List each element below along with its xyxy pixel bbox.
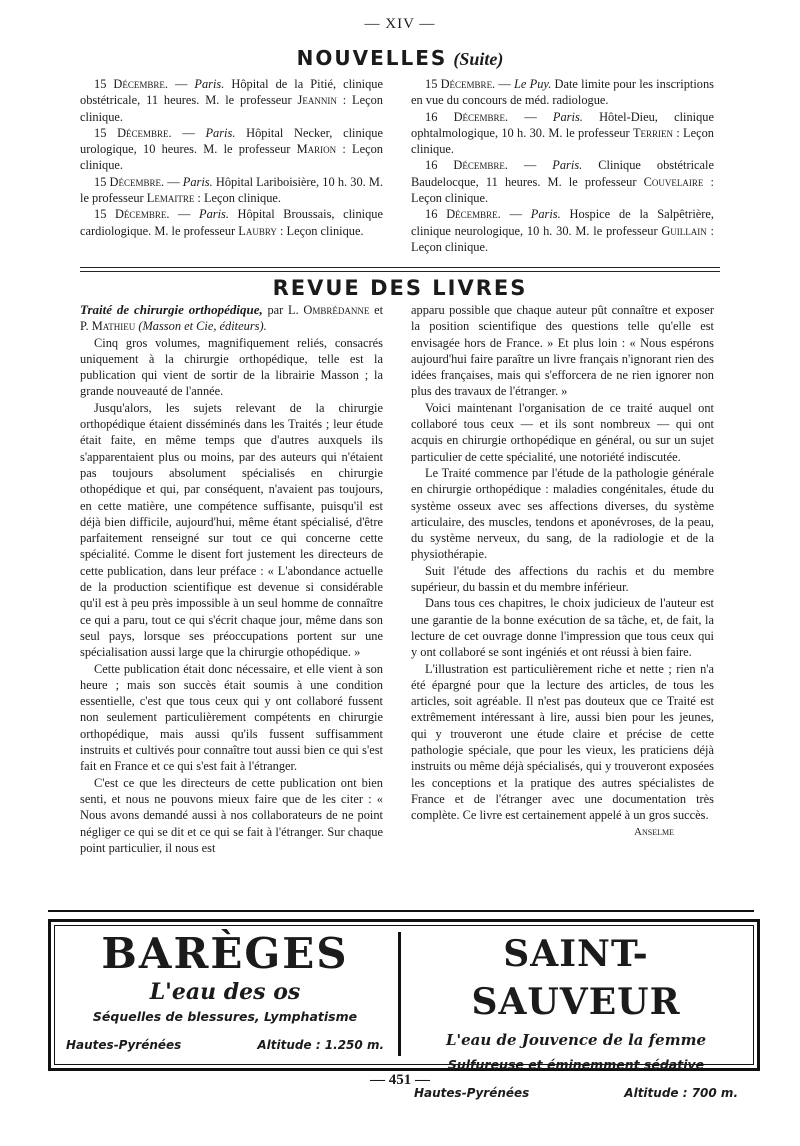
book-and: et P. bbox=[80, 303, 384, 334]
news-item: 16 Décembre. — Paris. Hôtel-Dieu, clinique ophtalmologique, 10 h. 30. M. le professeur Terrien : Leçon clinique. bbox=[411, 109, 715, 157]
news-date: 16 Décembre. bbox=[425, 158, 508, 173]
news-date: 15 Décembre. bbox=[94, 77, 168, 91]
news-ending: : Leçon clinique. bbox=[411, 174, 714, 206]
review-paragraph: Cette publication était donc nécessaire, et elle vient à son heure ; mais son succès était soumis à une condition essentielle, c'est que tous ceux qui y ont collaboré fussent non seulement particulièrement compétents en chirurgie orthopédique, mais aussi qu'ils fussent suffisamment instruits et cultivés pour connaître tout aussi bien ce qui s'est fait en France et ce qui s'est fait à l'étranger. bbox=[80, 661, 383, 774]
revue-column-left bbox=[80, 302, 383, 856]
review-paragraph: apparu possible que chaque auteur pût connaître et exposer la position scientifique des questions telle qu'elle est envisagée hors de France. » Et plus loin : « Nous espérons aujourd'hui faire paraître un livre français n'ignorant rien des idées françaises, mais qui s'efforcera de ne rien ignorer non plus des travaux de l'étranger. » bbox=[411, 303, 714, 399]
news-professor: Marion bbox=[296, 142, 337, 157]
ad-saint-sauveur-name: SAINT-SAUVEUR bbox=[471, 933, 681, 1023]
ad-saint-sauveur-region: Hautes-Pyrénées bbox=[414, 1086, 530, 1100]
news-item: 16 Décembre. — Paris. Hospice de la Salpêtrière, clinique neurologique, 10 h. 30. M. le professeur Guillain : Leçon clinique. bbox=[411, 207, 714, 254]
news-item: 15 Décembre. — Paris. Hôpital de la Pitié, clinique obstétricale, 11 heures. M. le professeur Jeannin : Leçon clinique. bbox=[80, 77, 383, 124]
book-publisher: (Masson et Cie, éditeurs). bbox=[135, 319, 267, 334]
news-date: 15 Décembre. bbox=[94, 174, 165, 189]
ad-saint-sauveur-altitude: Altitude : 700 m. bbox=[624, 1086, 738, 1100]
section-title-suffix: (Suite) bbox=[453, 49, 504, 69]
news-text: Clinique obstétricale Baudelocque, 11 heures. M. le professeur bbox=[411, 158, 714, 189]
book-citation bbox=[80, 302, 383, 335]
news-ending: : Leçon clinique. bbox=[80, 142, 383, 173]
news-text: Hôpital de la Pitié, clinique obstétricale, 11 heures. M. le professeur bbox=[80, 77, 383, 108]
ad-bareges-region: Hautes-Pyrénées bbox=[66, 1038, 182, 1052]
page-folio-bottom: — 451 — bbox=[370, 1072, 430, 1088]
news-item: 16 Décembre. — Paris. Clinique obstétricale Baudelocque, 11 heures. M. le professeur Couvelaire : Leçon clinique. bbox=[411, 158, 714, 206]
news-date: 15 Décembre. bbox=[94, 207, 170, 222]
news-city: Paris. bbox=[530, 207, 561, 222]
book-author-2: Mathieu bbox=[91, 319, 136, 334]
revue-column-right bbox=[411, 302, 714, 840]
news-professor: Guillain bbox=[661, 223, 707, 238]
review-paragraph: Dans tous ces chapitres, le choix judicieux de l'auteur est une garantie de la bonne exécution de sa tâche, et, de fait, la lecture de cet ouvrage donne l'impression que tous ceux qui y ont collaboré se sont ingéniés et ont réussi à bien faire. bbox=[411, 596, 714, 660]
news-professor: Terrien bbox=[632, 125, 674, 140]
news-professor: Laubry bbox=[238, 223, 277, 238]
news-item: 15 Décembre. — Paris. Hôpital Necker, clinique urologique, 10 heures. M. le professeur Marion : Leçon clinique. bbox=[80, 125, 383, 173]
news-item: 15 Décembre. — Le Puy. Date limite pour les inscriptions en vue du concours de méd. radiologue. bbox=[411, 77, 715, 108]
section-title-nouvelles bbox=[0, 46, 800, 70]
news-date: 16 Décembre. bbox=[425, 109, 509, 124]
news-ending: : Leçon clinique. bbox=[411, 223, 714, 254]
news-text: Date limite pour les inscriptions en vue du concours de méd. radiologue. bbox=[411, 77, 715, 108]
news-city: Paris. bbox=[199, 207, 229, 222]
review-paragraph: Le Traité commence par l'étude de la pathologie générale en chirurgie orthopédique : maladies congénitales, étude du système osseux avec ses affections diverses, du système articulaire, des muscles, tendons et aponévroses, de la peau, du système nerveux, du sang, de la radiologie et de la physiothérapie. bbox=[411, 465, 714, 562]
news-ending: : Leçon clinique. bbox=[80, 93, 383, 124]
ad-bareges-subtitle: Séquelles de blessures, Lymphatisme bbox=[92, 1009, 358, 1024]
section-divider bbox=[80, 267, 720, 272]
news-item: 15 Décembre. — Paris. Hôpital Broussais, clinique cardiologique. M. le professeur Laubry : Leçon clinique. bbox=[80, 207, 383, 238]
ad-bareges-name: BARÈGES bbox=[101, 929, 349, 978]
ad-top-rule bbox=[48, 910, 754, 912]
news-date: 15 Décembre. bbox=[94, 125, 172, 140]
news-city: Paris. bbox=[205, 125, 236, 140]
ad-bareges-altitude: Altitude : 1.250 m. bbox=[257, 1038, 384, 1052]
section-title-revue: REVUE DES LIVRES bbox=[272, 276, 528, 300]
book-author-1: Ombrédanne bbox=[303, 303, 370, 317]
book-by: par L. bbox=[262, 303, 304, 317]
news-text: Hôpital Necker, clinique urologique, 10 heures. M. le professeur bbox=[80, 125, 383, 157]
news-city: Paris. bbox=[194, 77, 225, 91]
ad-bareges-slogan: L'eau des os bbox=[149, 979, 301, 1005]
section-title-text: NOUVELLES bbox=[296, 46, 448, 70]
news-professor: Couvelaire bbox=[643, 174, 704, 189]
news-city: Le Puy. bbox=[514, 77, 552, 91]
book-title: Traité de chirurgie orthopédique, bbox=[80, 302, 263, 317]
news-text: Hôpital Lariboisière, 10 h. 30. M. le professeur bbox=[80, 174, 384, 206]
news-ending: : Leçon clinique. bbox=[276, 223, 364, 238]
news-ending: : Leçon clinique. bbox=[411, 125, 714, 157]
news-text: Hôtel-Dieu, clinique ophtalmologique, 10 h. 30. M. le professeur bbox=[411, 109, 715, 140]
review-paragraph: Jusqu'alors, les sujets relevant de la chirurgie orthopédique étaient disséminés dans les Traités ; leur étude était faite, en même temps que d'autres auxquels ils s'apparentaient plus ou moins, par des auteurs qui n'étaient pas toujours absolument spécialisés en chirurgie othopédique et qui, par conséquent, n'avaient pas toujours, en cette matière, une compétence suffisante, puisqu'il est déjà bien difficile, aujourd'hui, même étant spécialisé, d'être parfaitement renseigné sur tout ce qui concerne cette spécialité. Comme le disent fort justement les directeurs de cette publication, dans leur préface : « L'abondance actuelle de la production scientifique est devenue si considérable qu'il est à peu près impossible à un seul homme de connaître ce qui a paru, tout ce qui s'écrit chaque jour, même dans son seul pays, lorsque ses préoccupations portent sur une spécialisation aussi large que la chirurgie othopédique. » bbox=[80, 400, 383, 660]
news-date: 16 Décembre. bbox=[425, 207, 501, 222]
advertisement-divider bbox=[398, 932, 401, 1056]
news-professor: Lemaitre bbox=[146, 191, 195, 206]
review-paragraph: C'est ce que les directeurs de cette publication ont bien senti, et nous ne pouvons mieux faire que de les citer : « Nous avons demandé aussi à nos collaborateurs de ne point négliger ce qui se dit et ce qui se fait à l'étranger. Sur chaque point particulier, il nous est bbox=[80, 775, 383, 855]
news-city: Paris. bbox=[552, 109, 583, 124]
news-ending: : Leçon clinique. bbox=[194, 191, 282, 206]
review-paragraph: Cinq gros volumes, magnifiquement reliés, consacrés uniquement à la chirurgie orthopédique, telle est la publication qui vient de sortir de la librairie Masson ; la grande nouveauté de l'année. bbox=[80, 335, 383, 399]
news-date: 15 Décembre. bbox=[425, 77, 496, 91]
review-paragraph: Suit l'étude des affections du rachis et du membre supérieur, du bassin et du membre inférieur. bbox=[411, 563, 714, 595]
page-folio-top: — XIV — bbox=[364, 16, 436, 32]
nouvelles-column-right bbox=[411, 76, 714, 255]
news-item: 15 Décembre. — Paris. Hôpital Lariboisière, 10 h. 30. M. le professeur Lemaitre : Leçon clinique. bbox=[80, 174, 384, 206]
review-signature: Anselme bbox=[634, 825, 674, 838]
news-text: Hospice de la Salpêtrière, clinique neurologique, 10 h. 30. M. le professeur bbox=[411, 207, 714, 238]
news-city: Paris. bbox=[552, 158, 583, 173]
news-city: Paris. bbox=[182, 174, 213, 189]
nouvelles-column-left bbox=[80, 76, 383, 239]
review-paragraph: L'illustration est particulièrement riche et nette ; rien n'a été épargné pour que la lecture des articles, de tous les articles, soit agréable. Il n'est pas douteux que ce Traité est extrêmement intéressant à lire, aussi bien pour les jeunes, qui y trouveront une étude claire et précise de cette pathologie spéciale, que pour les vieux, les praticiens déjà instruits ou même déjà spécialisés, qui y trouveront exposées les conceptions et la pratique des autres spécialistes de France et de l'étranger avec une documentation très complète. Ce livre est certainement appelé à un gros succès. bbox=[411, 661, 714, 823]
ad-bareges bbox=[60, 930, 390, 1052]
news-text: Hôpital Broussais, clinique cardiologique. M. le professeur bbox=[80, 207, 383, 238]
review-paragraph: Voici maintenant l'organisation de ce traité auquel ont collaboré tous ceux — et ils sont nombreux — qui ont acquis en chirurgie orthopédique en général, ou sur un sujet particulier de cette spécialité, une notoriété indiscutée. bbox=[411, 400, 714, 464]
news-professor: Jeannin bbox=[297, 93, 337, 108]
ad-bareges-footer bbox=[60, 1038, 390, 1052]
ad-saint-sauveur-subtitle: Sulfureuse et éminemment sédative bbox=[447, 1057, 705, 1072]
ad-saint-sauveur-slogan: L'eau de Jouvence de la femme bbox=[445, 1031, 707, 1049]
